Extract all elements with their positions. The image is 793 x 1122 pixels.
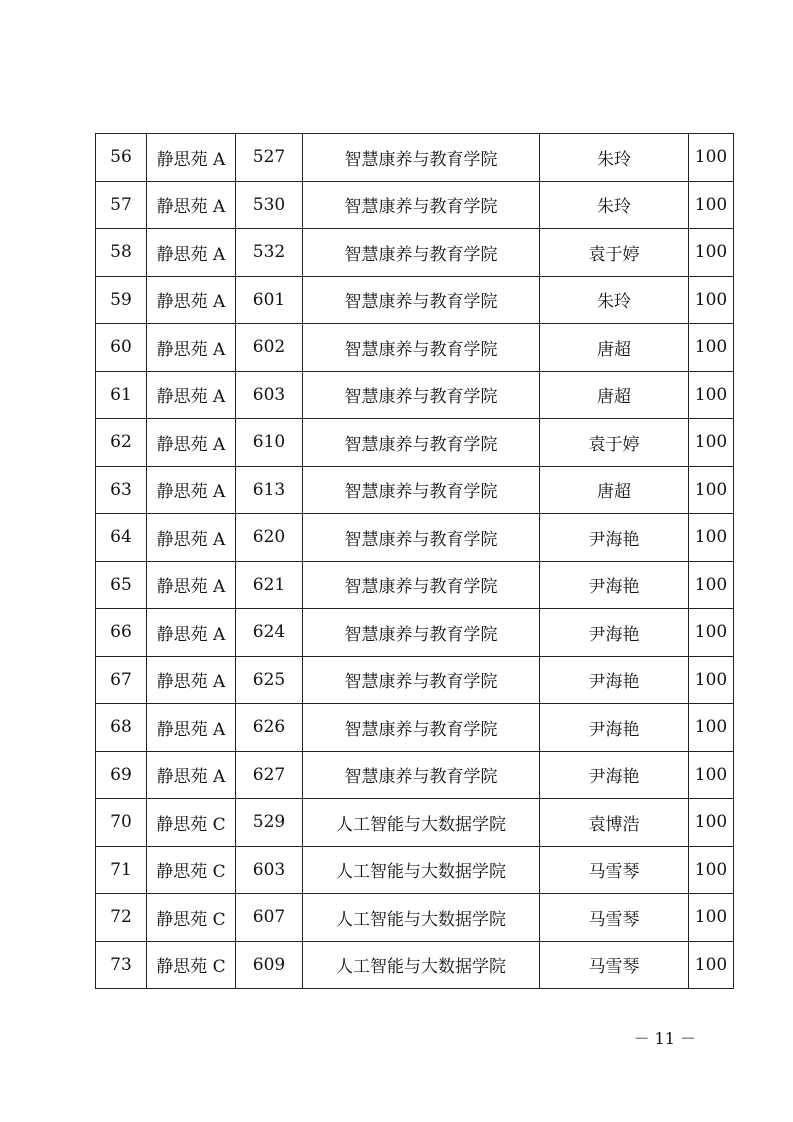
table-row — [96, 894, 734, 942]
table-row — [96, 276, 734, 324]
table-row — [96, 609, 734, 657]
college-cell: 智慧康养与教育学院 — [303, 704, 540, 752]
counselor-cell: 尹海艳 — [540, 561, 689, 609]
counselor-cell: 尹海艳 — [540, 751, 689, 799]
counselor-cell: 尹海艳 — [540, 656, 689, 704]
table-row — [96, 846, 734, 894]
counselor-cell: 唐超 — [540, 466, 689, 514]
building-cell: 静思苑 A — [147, 371, 236, 419]
table-row — [96, 941, 734, 989]
row-index-cell: 70 — [96, 799, 147, 847]
room-cell: 624 — [236, 609, 303, 657]
college-cell: 智慧康养与教育学院 — [303, 514, 540, 562]
row-index-cell: 64 — [96, 514, 147, 562]
building-cell: 静思苑 A — [147, 609, 236, 657]
building-cell: 静思苑 A — [147, 704, 236, 752]
table-row — [96, 229, 734, 277]
score-cell: 100 — [689, 134, 734, 182]
table-row — [96, 181, 734, 229]
counselor-cell: 唐超 — [540, 324, 689, 372]
room-cell: 607 — [236, 894, 303, 942]
college-cell: 智慧康养与教育学院 — [303, 419, 540, 467]
counselor-cell: 朱玲 — [540, 276, 689, 324]
room-cell: 609 — [236, 941, 303, 989]
room-cell: 620 — [236, 514, 303, 562]
room-cell: 529 — [236, 799, 303, 847]
table-body — [96, 134, 734, 989]
table-row — [96, 419, 734, 467]
college-cell: 智慧康养与教育学院 — [303, 656, 540, 704]
building-cell: 静思苑 A — [147, 419, 236, 467]
room-cell: 601 — [236, 276, 303, 324]
college-cell: 智慧康养与教育学院 — [303, 466, 540, 514]
building-cell: 静思苑 C — [147, 799, 236, 847]
building-cell: 静思苑 A — [147, 134, 236, 182]
table-row — [96, 466, 734, 514]
row-index-cell: 67 — [96, 656, 147, 704]
building-cell: 静思苑 C — [147, 894, 236, 942]
score-cell: 100 — [689, 609, 734, 657]
row-index-cell: 63 — [96, 466, 147, 514]
room-cell: 532 — [236, 229, 303, 277]
room-cell: 527 — [236, 134, 303, 182]
score-cell: 100 — [689, 561, 734, 609]
college-cell: 人工智能与大数据学院 — [303, 894, 540, 942]
row-index-cell: 73 — [96, 941, 147, 989]
score-cell: 100 — [689, 704, 734, 752]
building-cell: 静思苑 A — [147, 561, 236, 609]
row-index-cell: 60 — [96, 324, 147, 372]
score-cell: 100 — [689, 894, 734, 942]
score-cell: 100 — [689, 514, 734, 562]
college-cell: 智慧康养与教育学院 — [303, 609, 540, 657]
college-cell: 人工智能与大数据学院 — [303, 941, 540, 989]
page-number: － 11 － — [633, 1029, 696, 1048]
row-index-cell: 71 — [96, 846, 147, 894]
score-cell: 100 — [689, 941, 734, 989]
score-cell: 100 — [689, 799, 734, 847]
table-row — [96, 656, 734, 704]
college-cell: 人工智能与大数据学院 — [303, 846, 540, 894]
row-index-cell: 72 — [96, 894, 147, 942]
score-cell: 100 — [689, 656, 734, 704]
building-cell: 静思苑 A — [147, 466, 236, 514]
college-cell: 智慧康养与教育学院 — [303, 134, 540, 182]
row-index-cell: 65 — [96, 561, 147, 609]
room-cell: 602 — [236, 324, 303, 372]
score-cell: 100 — [689, 229, 734, 277]
counselor-cell: 尹海艳 — [540, 609, 689, 657]
room-cell: 627 — [236, 751, 303, 799]
counselor-cell: 袁博浩 — [540, 799, 689, 847]
table-row — [96, 751, 734, 799]
counselor-cell: 袁于婷 — [540, 419, 689, 467]
room-cell: 603 — [236, 846, 303, 894]
room-cell: 530 — [236, 181, 303, 229]
row-index-cell: 61 — [96, 371, 147, 419]
row-index-cell: 69 — [96, 751, 147, 799]
score-cell: 100 — [689, 466, 734, 514]
table-row — [96, 799, 734, 847]
room-cell: 625 — [236, 656, 303, 704]
building-cell: 静思苑 A — [147, 229, 236, 277]
building-cell: 静思苑 C — [147, 941, 236, 989]
room-cell: 621 — [236, 561, 303, 609]
table-row — [96, 514, 734, 562]
counselor-cell: 朱玲 — [540, 134, 689, 182]
counselor-cell: 朱玲 — [540, 181, 689, 229]
college-cell: 智慧康养与教育学院 — [303, 229, 540, 277]
building-cell: 静思苑 A — [147, 514, 236, 562]
college-cell: 人工智能与大数据学院 — [303, 799, 540, 847]
table-row — [96, 371, 734, 419]
row-index-cell: 59 — [96, 276, 147, 324]
row-index-cell: 58 — [96, 229, 147, 277]
score-cell: 100 — [689, 181, 734, 229]
building-cell: 静思苑 A — [147, 181, 236, 229]
dormitory-table-container — [95, 133, 734, 989]
row-index-cell: 66 — [96, 609, 147, 657]
counselor-cell: 马雪琴 — [540, 941, 689, 989]
college-cell: 智慧康养与教育学院 — [303, 371, 540, 419]
score-cell: 100 — [689, 846, 734, 894]
college-cell: 智慧康养与教育学院 — [303, 276, 540, 324]
room-cell: 603 — [236, 371, 303, 419]
table-row — [96, 561, 734, 609]
counselor-cell: 唐超 — [540, 371, 689, 419]
room-cell: 626 — [236, 704, 303, 752]
score-cell: 100 — [689, 371, 734, 419]
college-cell: 智慧康养与教育学院 — [303, 181, 540, 229]
row-index-cell: 56 — [96, 134, 147, 182]
counselor-cell: 马雪琴 — [540, 846, 689, 894]
table-row — [96, 704, 734, 752]
college-cell: 智慧康养与教育学院 — [303, 561, 540, 609]
counselor-cell: 袁于婷 — [540, 229, 689, 277]
score-cell: 100 — [689, 419, 734, 467]
room-cell: 613 — [236, 466, 303, 514]
score-cell: 100 — [689, 324, 734, 372]
table-row — [96, 134, 734, 182]
table-row — [96, 324, 734, 372]
room-cell: 610 — [236, 419, 303, 467]
dormitory-table — [95, 133, 734, 989]
row-index-cell: 57 — [96, 181, 147, 229]
counselor-cell: 尹海艳 — [540, 514, 689, 562]
score-cell: 100 — [689, 276, 734, 324]
building-cell: 静思苑 A — [147, 276, 236, 324]
row-index-cell: 62 — [96, 419, 147, 467]
college-cell: 智慧康养与教育学院 — [303, 751, 540, 799]
counselor-cell: 马雪琴 — [540, 894, 689, 942]
score-cell: 100 — [689, 751, 734, 799]
building-cell: 静思苑 A — [147, 751, 236, 799]
building-cell: 静思苑 A — [147, 656, 236, 704]
college-cell: 智慧康养与教育学院 — [303, 324, 540, 372]
building-cell: 静思苑 A — [147, 324, 236, 372]
row-index-cell: 68 — [96, 704, 147, 752]
building-cell: 静思苑 C — [147, 846, 236, 894]
counselor-cell: 尹海艳 — [540, 704, 689, 752]
